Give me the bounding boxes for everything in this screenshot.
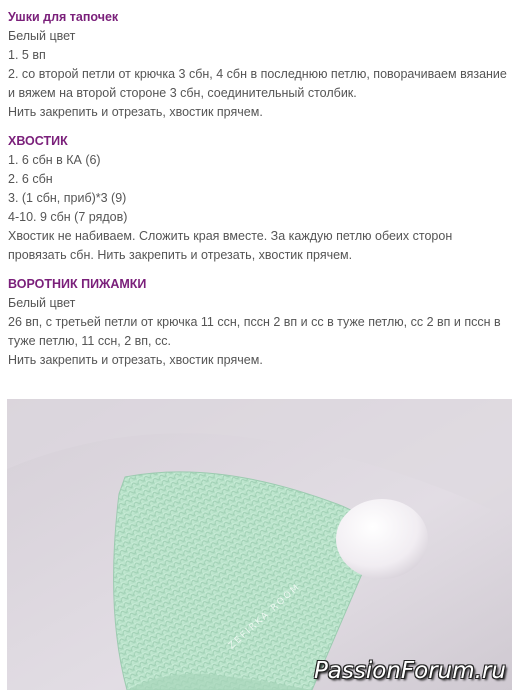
text-line: 26 вп, с третьей петли от крючка 11 ссн, пссн 2 вп и сс в туже петлю, сс 2 вп и пссн в	[8, 315, 501, 329]
section-ears	[8, 8, 513, 122]
section-title: Ушки для тапочек	[8, 10, 119, 24]
spacer	[8, 122, 513, 132]
photo-illustration	[7, 399, 512, 690]
text-line: и вяжем на второй стороне 3 сбн, соединительный столбик.	[8, 86, 357, 100]
text-line: Белый цвет	[8, 29, 76, 43]
text-line: туже петлю, 11 ссн, 2 вп, сс.	[8, 334, 171, 348]
text-line: 2. 6 сбн	[8, 172, 53, 186]
section-title: ВОРОТНИК ПИЖАМКИ	[8, 277, 147, 291]
text-line: Белый цвет	[8, 296, 76, 310]
crochet-hat-photo	[7, 399, 512, 690]
pompom	[336, 499, 428, 579]
section-collar	[8, 275, 513, 370]
text-line: 2. со второй петли от крючка 3 сбн, 4 сбн в последнюю петлю, поворачиваем вязание	[8, 67, 507, 81]
text-line: 4-10. 9 сбн (7 рядов)	[8, 210, 128, 224]
section-title: ХВОСТИК	[8, 134, 68, 148]
text-line: провязать сбн. Нить закрепить и отрезать, хвостик прячем.	[8, 248, 353, 262]
forum-logo: PassionForum.ru	[313, 658, 506, 684]
watermark-text: ZEFIRKA ROOM	[227, 581, 303, 652]
article-body	[8, 8, 513, 370]
text-line: 1. 6 сбн в КА (6)	[8, 153, 101, 167]
text-line: 1. 5 вп	[8, 48, 46, 62]
text-line: Нить закрепить и отрезать, хвостик прячем.	[8, 353, 263, 367]
section-tail	[8, 132, 513, 265]
text-line: 3. (1 сбн, приб)*3 (9)	[8, 191, 127, 205]
text-line: Нить закрепить и отрезать, хвостик прячем.	[8, 105, 263, 119]
spacer	[8, 265, 513, 275]
text-line: Хвостик не набиваем. Сложить края вместе. За каждую петлю обеих сторон	[8, 229, 453, 243]
